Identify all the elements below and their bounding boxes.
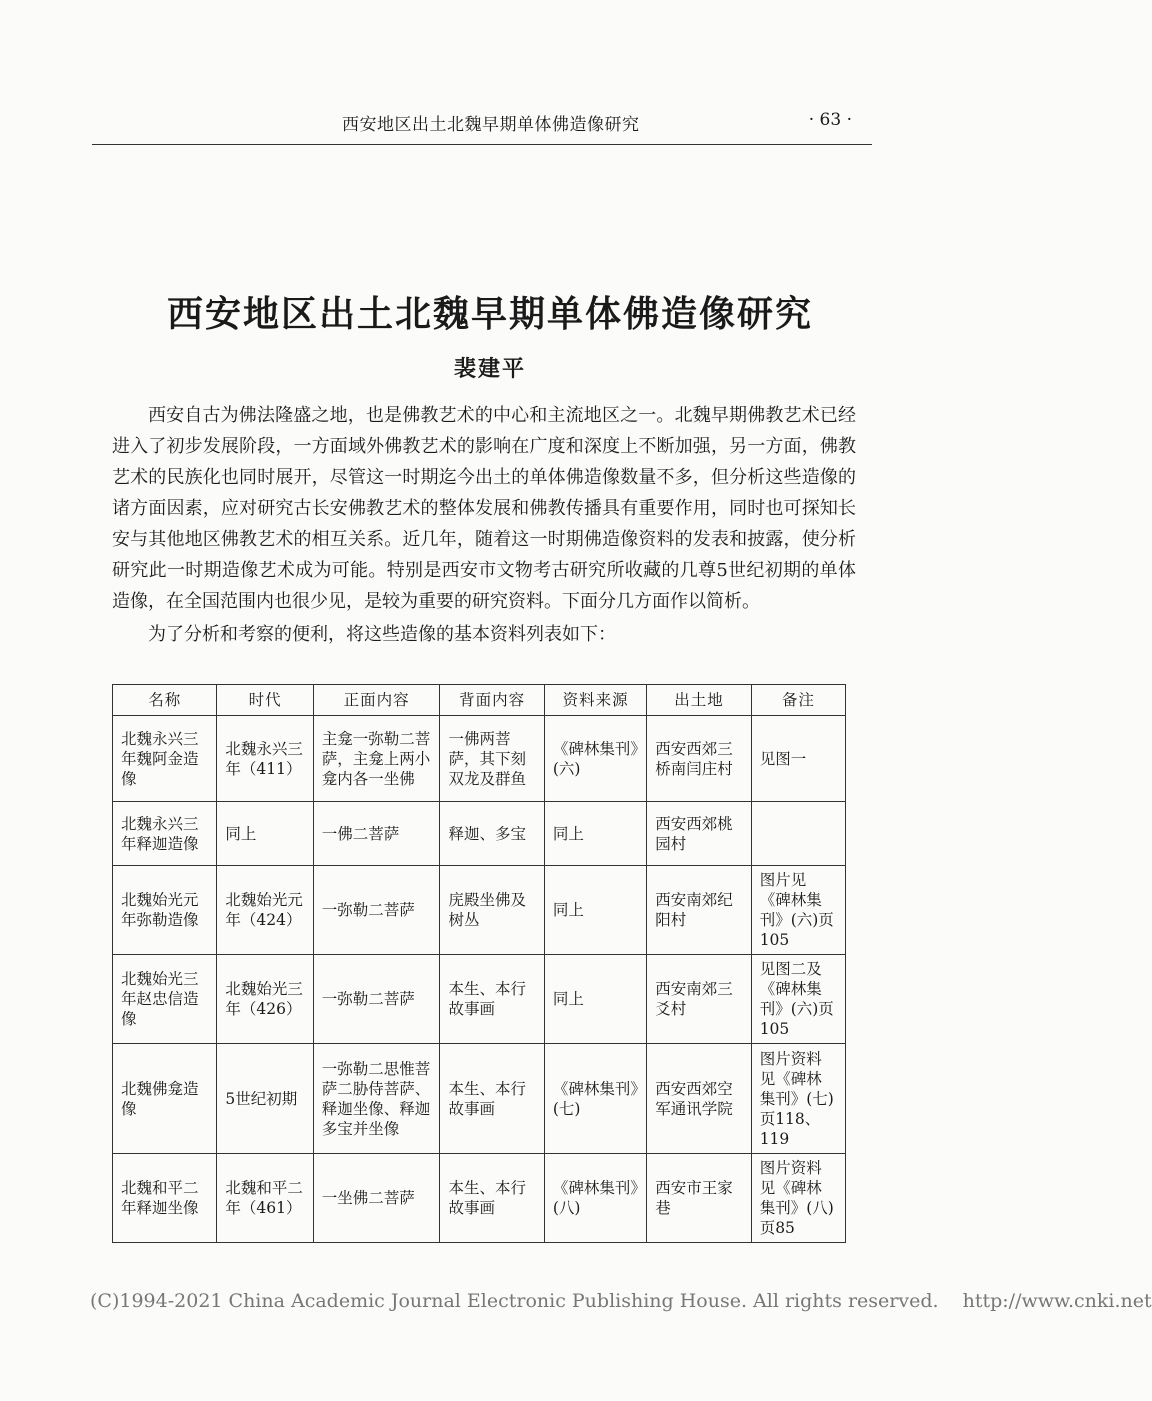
copyright-text: (C)1994-2021 China Academic Journal Electronic Publishing House. All rights reserved. xyxy=(90,1290,939,1312)
cnki-url: http://www.cnki.net xyxy=(962,1290,1152,1312)
cell-location: 西安西郊桃园村 xyxy=(647,802,751,866)
cell-name: 北魏永兴三年释迦造像 xyxy=(113,802,217,866)
cell-front: 一坐佛二菩萨 xyxy=(313,1154,440,1243)
cell-name: 北魏永兴三年魏阿金造像 xyxy=(113,716,217,802)
cell-source: 同上 xyxy=(544,955,646,1044)
cell-name: 北魏始光元年弥勒造像 xyxy=(113,866,217,955)
cell-back: 一佛两菩萨，其下刻双龙及群鱼 xyxy=(440,716,544,802)
cell-era: 北魏始光元年（424） xyxy=(217,866,313,955)
cell-notes: 见图一 xyxy=(751,716,845,802)
cell-location: 西安西郊空军通讯学院 xyxy=(647,1044,751,1154)
cell-source: 同上 xyxy=(544,802,646,866)
cell-era: 同上 xyxy=(217,802,313,866)
cell-name: 北魏佛龛造像 xyxy=(113,1044,217,1154)
cell-front: 一弥勒二思惟菩萨二胁侍菩萨、释迦坐像、释迦多宝并坐像 xyxy=(313,1044,440,1154)
cell-era: 5世纪初期 xyxy=(217,1044,313,1154)
table-row xyxy=(113,802,846,866)
article-body xyxy=(112,400,856,650)
cell-notes xyxy=(751,802,845,866)
column-header-front: 正面内容 xyxy=(313,685,440,716)
column-header-source: 资料来源 xyxy=(544,685,646,716)
cell-name: 北魏始光三年赵忠信造像 xyxy=(113,955,217,1044)
cell-notes: 见图二及《碑林集刊》(六)页105 xyxy=(751,955,845,1044)
table-row xyxy=(113,716,846,802)
table-row xyxy=(113,955,846,1044)
cell-back: 释迦、多宝 xyxy=(440,802,544,866)
cell-back: 本生、本行故事画 xyxy=(440,1154,544,1243)
table-row xyxy=(113,866,846,955)
table-header-row xyxy=(113,685,846,716)
cell-era: 北魏和平二年（461） xyxy=(217,1154,313,1243)
author-name: 裴建平 xyxy=(453,356,526,382)
cell-location: 西安西郊三桥南闫庄村 xyxy=(647,716,751,802)
cell-location: 西安市王家巷 xyxy=(647,1154,751,1243)
cell-front: 主龛一弥勒二菩萨，主龛上两小龛内各一坐佛 xyxy=(313,716,440,802)
cell-source: 同上 xyxy=(544,866,646,955)
cell-name: 北魏和平二年释迦坐像 xyxy=(113,1154,217,1243)
intro-paragraph: 西安自古为佛法隆盛之地，也是佛教艺术的中心和主流地区之一。北魏早期佛教艺术已经进入了初步发展阶段，一方面域外佛教艺术的影响在广度和深度上不断加强，另一方面，佛教艺术的民族化也同时展开，尽管这一时期迄今出土的单体佛造像数量不多，但分析这些造像的诸方面因素，应对研究古长安佛教艺术的整体发展和佛教传播具有重要作用，同时也可探知长安与其他地区佛教艺术的相互关系。近几年，随着这一时期佛造像资料的发表和披露，使分析研究此一时期造像艺术成为可能。特别是西安市文物考古研究所收藏的几尊5世纪初期的单体造像，在全国范围内也很少见，是较为重要的研究资料。下面分几方面作以简析。 xyxy=(112,405,856,612)
column-header-notes: 备注 xyxy=(751,685,845,716)
page-number: · 63 · xyxy=(808,110,852,130)
cell-source: 《碑林集刊》(六) xyxy=(544,716,646,802)
column-header-era: 时代 xyxy=(217,685,313,716)
statue-data-table xyxy=(112,684,846,1243)
cell-front: 一弥勒二菩萨 xyxy=(313,866,440,955)
cell-front: 一佛二菩萨 xyxy=(313,802,440,866)
cell-source: 《碑林集刊》(七) xyxy=(544,1044,646,1154)
table-row xyxy=(113,1154,846,1243)
cell-era: 北魏始光三年（426） xyxy=(217,955,313,1044)
cell-location: 西安南郊三爻村 xyxy=(647,955,751,1044)
table-intro-paragraph: 为了分析和考察的便利，将这些造像的基本资料列表如下： xyxy=(148,624,616,645)
cell-notes: 图片资料见《碑林集刊》(七)页118、119 xyxy=(751,1044,845,1154)
column-header-name: 名称 xyxy=(113,685,217,716)
article-title: 西安地区出土北魏早期单体佛造像研究 xyxy=(166,293,813,335)
cell-notes: 图片见《碑林集刊》(六)页105 xyxy=(751,866,845,955)
cell-back: 本生、本行故事画 xyxy=(440,1044,544,1154)
column-header-location: 出土地 xyxy=(647,685,751,716)
cell-back: 本生、本行故事画 xyxy=(440,955,544,1044)
table-row xyxy=(113,1044,846,1154)
cell-location: 西安南郊纪阳村 xyxy=(647,866,751,955)
cell-notes: 图片资料见《碑林集刊》(八)页85 xyxy=(751,1154,845,1243)
cell-source: 《碑林集刊》(八) xyxy=(544,1154,646,1243)
cell-front: 一弥勒二菩萨 xyxy=(313,955,440,1044)
running-title: 西安地区出土北魏早期单体佛造像研究 xyxy=(342,115,640,135)
column-header-back: 背面内容 xyxy=(440,685,544,716)
cell-era: 北魏永兴三年（411） xyxy=(217,716,313,802)
copyright-footer xyxy=(90,1290,1152,1312)
cell-back: 庑殿坐佛及树丛 xyxy=(440,866,544,955)
running-header xyxy=(92,104,872,145)
